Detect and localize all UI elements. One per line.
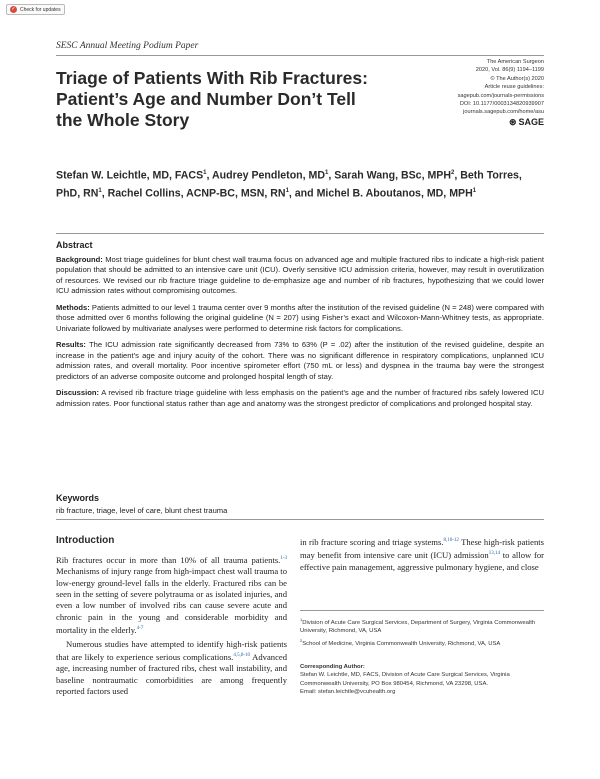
author-name: Audrey Pendleton, MD (212, 169, 326, 182)
sage-logo-icon: ⊛ (508, 116, 517, 127)
journal-meta-line: journals.sagepub.com/home/asu (463, 109, 544, 116)
body-text-run: Advanced age, increasing number of fractured ribs, chest wall instability, and baseline nontraumatic comorbidities are among frequently reported factors used (56, 651, 287, 697)
journal-meta-line: © The Author(s) 2020 (490, 75, 544, 82)
author-name: Beth Torres, PhD, RN (56, 169, 522, 200)
introduction-heading: Introduction (56, 535, 115, 546)
keywords (56, 493, 544, 515)
author-affiliation-mark: 1 (472, 187, 477, 194)
affiliation (300, 637, 544, 648)
abstract-sections (56, 255, 544, 410)
body-text-run: Rib fractures occur in more than 10% of all trauma patients. (56, 554, 281, 565)
corresponding-author-label: Corresponding Author: (300, 664, 365, 670)
abstract-section-text: Patients admitted to our level 1 trauma center over 9 months after the institution of the revised guideline (N = 248) were compared with those admitted over 6 months following the original guideline (N = 207) using Fisher’s exact and Wilcoxon-Mann-Whitney tests, as appropriate. Univariate followed by multivariate analyses were performed to determine risk factors for complications. (56, 302, 544, 333)
corresponding-author-address: Stefan W. Leichtle, MD, FACS, Division of Acute Care Surgical Services, Virginia Commonwealth University, PO Box 980454, Richmond, VA 23298, USA. (300, 672, 510, 687)
citation-ref: 4-7 (136, 626, 144, 632)
author-name: Sarah Wang, BSc, MPH (334, 169, 451, 182)
journal-meta-line: Article reuse guidelines: (484, 84, 544, 91)
abstract-section-label: Discussion: (56, 388, 100, 397)
header-rule (56, 55, 544, 56)
body-text-run: in rib fracture scoring and triage systems. (300, 536, 444, 547)
affiliation-rule (300, 610, 544, 611)
intro-left-column (56, 535, 287, 697)
intro-paragraph-2 (56, 639, 287, 698)
abstract-heading: Abstract (56, 240, 93, 250)
abstract-section-text: A revised rib fracture triage guideline with less emphasis on the patient’s age and the number of fractured ribs safely lowered ICU admission rates. Poor functional status rather than age and anatomy was the strongest predictor of complications and prolonged hospital stay. (56, 388, 544, 408)
journal-meta-lines (458, 58, 544, 117)
keywords-rule (56, 519, 544, 520)
keywords-text: rib fracture, triage, level of care, blunt chest trauma (56, 506, 228, 515)
author-list: Stefan W. Leichtle, MD, FACS$^1$, Audrey Pendleton, $MD^1$, Sarah Wang, BSc, MPH$^2$, Beth Torres, PhD, $RN^1$, Rachel Collins, ACNP-BC, MSN, $RN^1$, and Michel B. Aboutanos, MD, MPH$^1$ (56, 169, 522, 200)
abstract-rule (56, 233, 544, 234)
check-for-updates-badge[interactable] (6, 4, 65, 15)
keywords-heading: Keywords (56, 493, 100, 503)
body-text-run: Mechanisms of injury range from high-impact chest wall trauma to low-energy ground-level falls in the elderly. Fractured ribs can be seen in the setting of severe polytrauma or as isolated injuries, and even a low number of involved ribs can cause severe acute and chronic pain in the young and considerable morbidity and mortality in the elderly. (56, 566, 287, 636)
affiliation (300, 616, 544, 636)
affiliation-number: 1 (300, 617, 303, 622)
check-icon: ✓ (11, 6, 16, 12)
corresponding-author (300, 663, 544, 696)
affiliation-number: 2 (300, 637, 303, 643)
journal-meta-line: DOI: 10.1177/0003134820939907 (459, 101, 544, 108)
abstract-section-text: The ICU admission rate significantly decreased from 73% to 63% (P = .02) after the institution of the revised guideline, despite an increase in the patient’s age and injury acuity of the cohort. There was no significant difference in respiratory complications, unplanned ICU admission rates, and overall mortality. Poor incentive spirometer effort (750 mL or less) and dyspnea in the trauma bay were the strongest predictors of an adverse composite outcome and prolonged hospital length of stay. (56, 340, 544, 381)
check-for-updates-label: Check for updates (20, 6, 61, 13)
author-name: Stefan W. Leichtle, MD, FACS (56, 169, 204, 182)
article-section-label: SESC Annual Meeting Podium Paper (56, 41, 199, 51)
body-text-run: These high-risk patients may benefit from intensive care unit (ICU) admission (300, 536, 545, 561)
abstract-section (56, 340, 544, 382)
abstract-section-label: Results: (56, 340, 86, 349)
journal-meta-line: sagepub.com/journals-permissions (457, 92, 544, 99)
citation-ref: 13,14 (488, 551, 500, 557)
publisher-logo (458, 118, 544, 126)
affiliation-text: School of Medicine, Virginia Commonwealth University, Richmond, VA, USA (302, 640, 501, 647)
abstract-section-label: Methods: (56, 302, 90, 312)
intro-right-column (300, 535, 544, 573)
intro-paragraph-3 (300, 535, 544, 573)
body-text-run: Numerous studies have attempted to identify high-risk patients that are likely to experience serious complications. (56, 638, 287, 662)
abstract-section-text: Most triage guidelines for blunt chest wall trauma focus on advanced age and multiple fractured ribs to indicate a high-risk patient population that should be admitted to an intensive care unit (ICU). Overly sensitive ICU admission criteria, however, may result in overutilization of resources. We revised our rib fracture triage guideline to de-emphasize age and number of rib fractures, hypothesizing that we could lower ICU admission rates without compromising outcomes. (56, 254, 544, 295)
journal-meta (458, 58, 544, 126)
abstract-section (56, 388, 544, 409)
citation-ref: 1-3 (280, 556, 287, 561)
author-affiliation-mark: 1 (285, 187, 289, 194)
citation-ref: 8,10-12 (443, 538, 459, 543)
intro-paragraph-1 (56, 553, 287, 637)
author-name: Michel B. Aboutanos, MD, MPH (316, 187, 473, 200)
author-affiliation-mark: 1 (325, 170, 329, 176)
body-text-run: to allow for effective pain management, aggressive pulmonary hygiene, and close (300, 550, 544, 572)
author-affiliation-mark: 2 (451, 170, 455, 176)
abstract-section (56, 303, 544, 335)
journal-meta-line: 2020, Vol. 86(9) 1194–1199 (475, 67, 544, 74)
author-affiliation-mark: 1 (98, 187, 102, 194)
author-name: Rachel Collins, ACNP-BC, MSN, RN (107, 187, 286, 200)
affiliations (300, 616, 544, 649)
publisher-name: SAGE (518, 116, 544, 127)
article-title: Triage of Patients With Rib Fractures: Patient’s Age and Number Don’t Tell the Whole Story (56, 68, 368, 130)
journal-meta-line: The American Surgeon (486, 59, 544, 65)
corresponding-author-email: Email: stefan.leichtle@vcuhealth.org (300, 688, 396, 695)
affiliation-text: Division of Acute Care Surgical Services, Department of Surgery, Virginia Commonwealth University, Richmond, VA, USA (300, 619, 536, 635)
abstract-section-label: Background: (56, 254, 103, 264)
abstract-section (56, 255, 544, 297)
author-affiliation-mark: 1 (203, 170, 207, 176)
citation-ref: 4,5,8-10 (233, 652, 250, 658)
abstract (56, 240, 544, 415)
